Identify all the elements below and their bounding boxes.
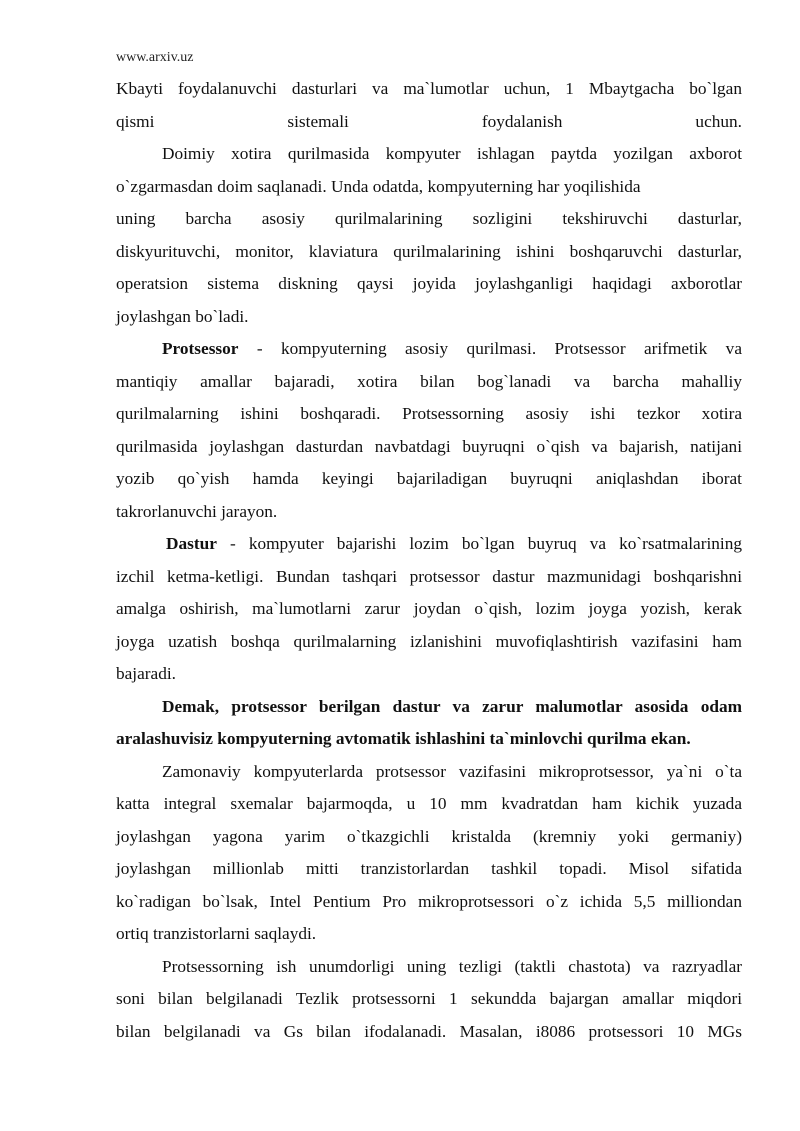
- bold-term: Dastur: [166, 534, 217, 553]
- line-text: joyga uzatish boshqa qurilmalarning izlanishini muvofiqlashtirish vazifasini ham: [116, 631, 742, 651]
- document-body: [116, 73, 742, 1048]
- line-text: katta integral sxemalar bajarmoqda, u 10 mm kvadratdan ham kichik yuzada: [116, 794, 742, 813]
- bold-term: Protsessor: [162, 339, 239, 358]
- line-text: qismi sistemali foydalanish uchun.: [116, 111, 742, 131]
- line-text: qurilmasida joylashgan dasturdan navbatdagi buyruqni o`qish va bajarish, natijani: [116, 436, 742, 456]
- text-line: [116, 106, 742, 139]
- text-line: [116, 431, 742, 464]
- text-line: [116, 333, 742, 366]
- text-line: [116, 788, 742, 821]
- line-text: joylashgan millionlab mitti tranzistorlardan tashkil topadi. Misol sifatida: [116, 859, 742, 878]
- text-line: [116, 398, 742, 431]
- line-text: mantiqiy amallar bajaradi, xotira bilan bog`lanadi va barcha mahalliy: [116, 371, 742, 391]
- text-line: [116, 658, 742, 691]
- line-text: - kompyuter bajarishi lozim bo`lgan buyruq va ko`rsatmalarining: [216, 534, 742, 553]
- line-text: joylashgan bo`ladi.: [116, 306, 249, 326]
- line-text: qurilmalarning ishini boshqaradi. Protsessorning asosiy ishi tezkor xotira: [116, 404, 742, 423]
- text-line: [116, 723, 742, 756]
- line-text: ko`radigan bo`lsak, Intel Pentium Pro mikroprotsessori o`z ichida 5,5 milliondan: [116, 891, 742, 911]
- text-line: [116, 203, 742, 236]
- line-text: ortiq tranzistorlarni saqlaydi.: [116, 924, 317, 943]
- line-text: bajaradi.: [116, 664, 176, 683]
- text-line: [116, 561, 742, 594]
- line-text: Zamonaviy kompyuterlarda protsessor vazifasini mikroprotsessor, ya`ni o`ta: [162, 761, 742, 781]
- line-text: operatsion sistema diskning qaysi joyida joylashganligi haqidagi axborotlar: [116, 274, 742, 293]
- line-text: soni bilan belgilanadi Tezlik protsessorni 1 sekundda bajargan amallar miqdori: [116, 989, 742, 1008]
- text-line: [116, 496, 742, 529]
- line-text: o`zgarmasdan doim saqlanadi. Unda odatda, kompyuterning har yoqilishida: [116, 176, 641, 196]
- text-line: [116, 821, 742, 854]
- text-line: [116, 626, 742, 659]
- text-line: [116, 886, 742, 919]
- text-line: [116, 853, 742, 886]
- text-line: [116, 366, 742, 399]
- bold-term: Demak, protsessor berilgan dastur va zarur malumotlar asosida odam: [162, 696, 742, 716]
- line-text: Protsessorning ish unumdorligi uning tezligi (taktli chastota) va razryadlar: [162, 956, 742, 976]
- text-line: [116, 268, 742, 301]
- line-text: amalga oshirish, ma`lumotlarni zarur joydan o`qish, lozim joyga yozish, kerak: [116, 599, 742, 618]
- text-line: [116, 691, 742, 724]
- line-text: Kbayti foydalanuvchi dasturlari va ma`lumotlar uchun, 1 Mbaytgacha bo`lgan: [116, 79, 742, 98]
- site-header: www.arxiv.uz: [116, 50, 194, 65]
- text-line: [116, 593, 742, 626]
- line-text: uning barcha asosiy qurilmalarining sozligini tekshiruvchi dasturlar,: [116, 209, 742, 228]
- bold-term: aralashuvisiz kompyuterning avtomatik ishlashini ta`minlovchi qurilma ekan.: [116, 729, 691, 748]
- text-line: [116, 171, 742, 204]
- line-text: diskyurituvchi, monitor, klaviatura qurilmalarining ishini boshqaruvchi dasturlar,: [116, 241, 742, 261]
- line-text: takrorlanuvchi jarayon.: [116, 501, 278, 521]
- line-text: bilan belgilanadi va Gs bilan ifodalanadi. Masalan, i8086 protsessori 10 MGs: [116, 1021, 742, 1041]
- line-text: joylashgan yagona yarim o`tkazgichli kristalda (kremniy yoki germaniy): [116, 826, 742, 846]
- text-line: [116, 951, 742, 984]
- text-line: [116, 138, 742, 171]
- text-line: [116, 236, 742, 269]
- text-line: [116, 918, 742, 951]
- text-line: [116, 463, 742, 496]
- text-line: [116, 301, 742, 334]
- text-line: [116, 756, 742, 789]
- line-text: - kompyuterning asosiy qurilmasi. Protsessor arifmetik va: [238, 339, 742, 358]
- text-line: [116, 1016, 742, 1049]
- line-text: yozib qo`yish hamda keyingi bajariladigan buyruqni aniqlashdan iborat: [116, 469, 742, 488]
- text-line: [116, 73, 742, 106]
- line-text: Doimiy xotira qurilmasida kompyuter ishlagan paytda yozilgan axborot: [162, 144, 742, 163]
- text-line: [116, 983, 742, 1016]
- text-line: [116, 528, 742, 561]
- line-text: izchil ketma-ketligi. Bundan tashqari protsessor dastur mazmunidagi boshqarishni: [116, 566, 742, 586]
